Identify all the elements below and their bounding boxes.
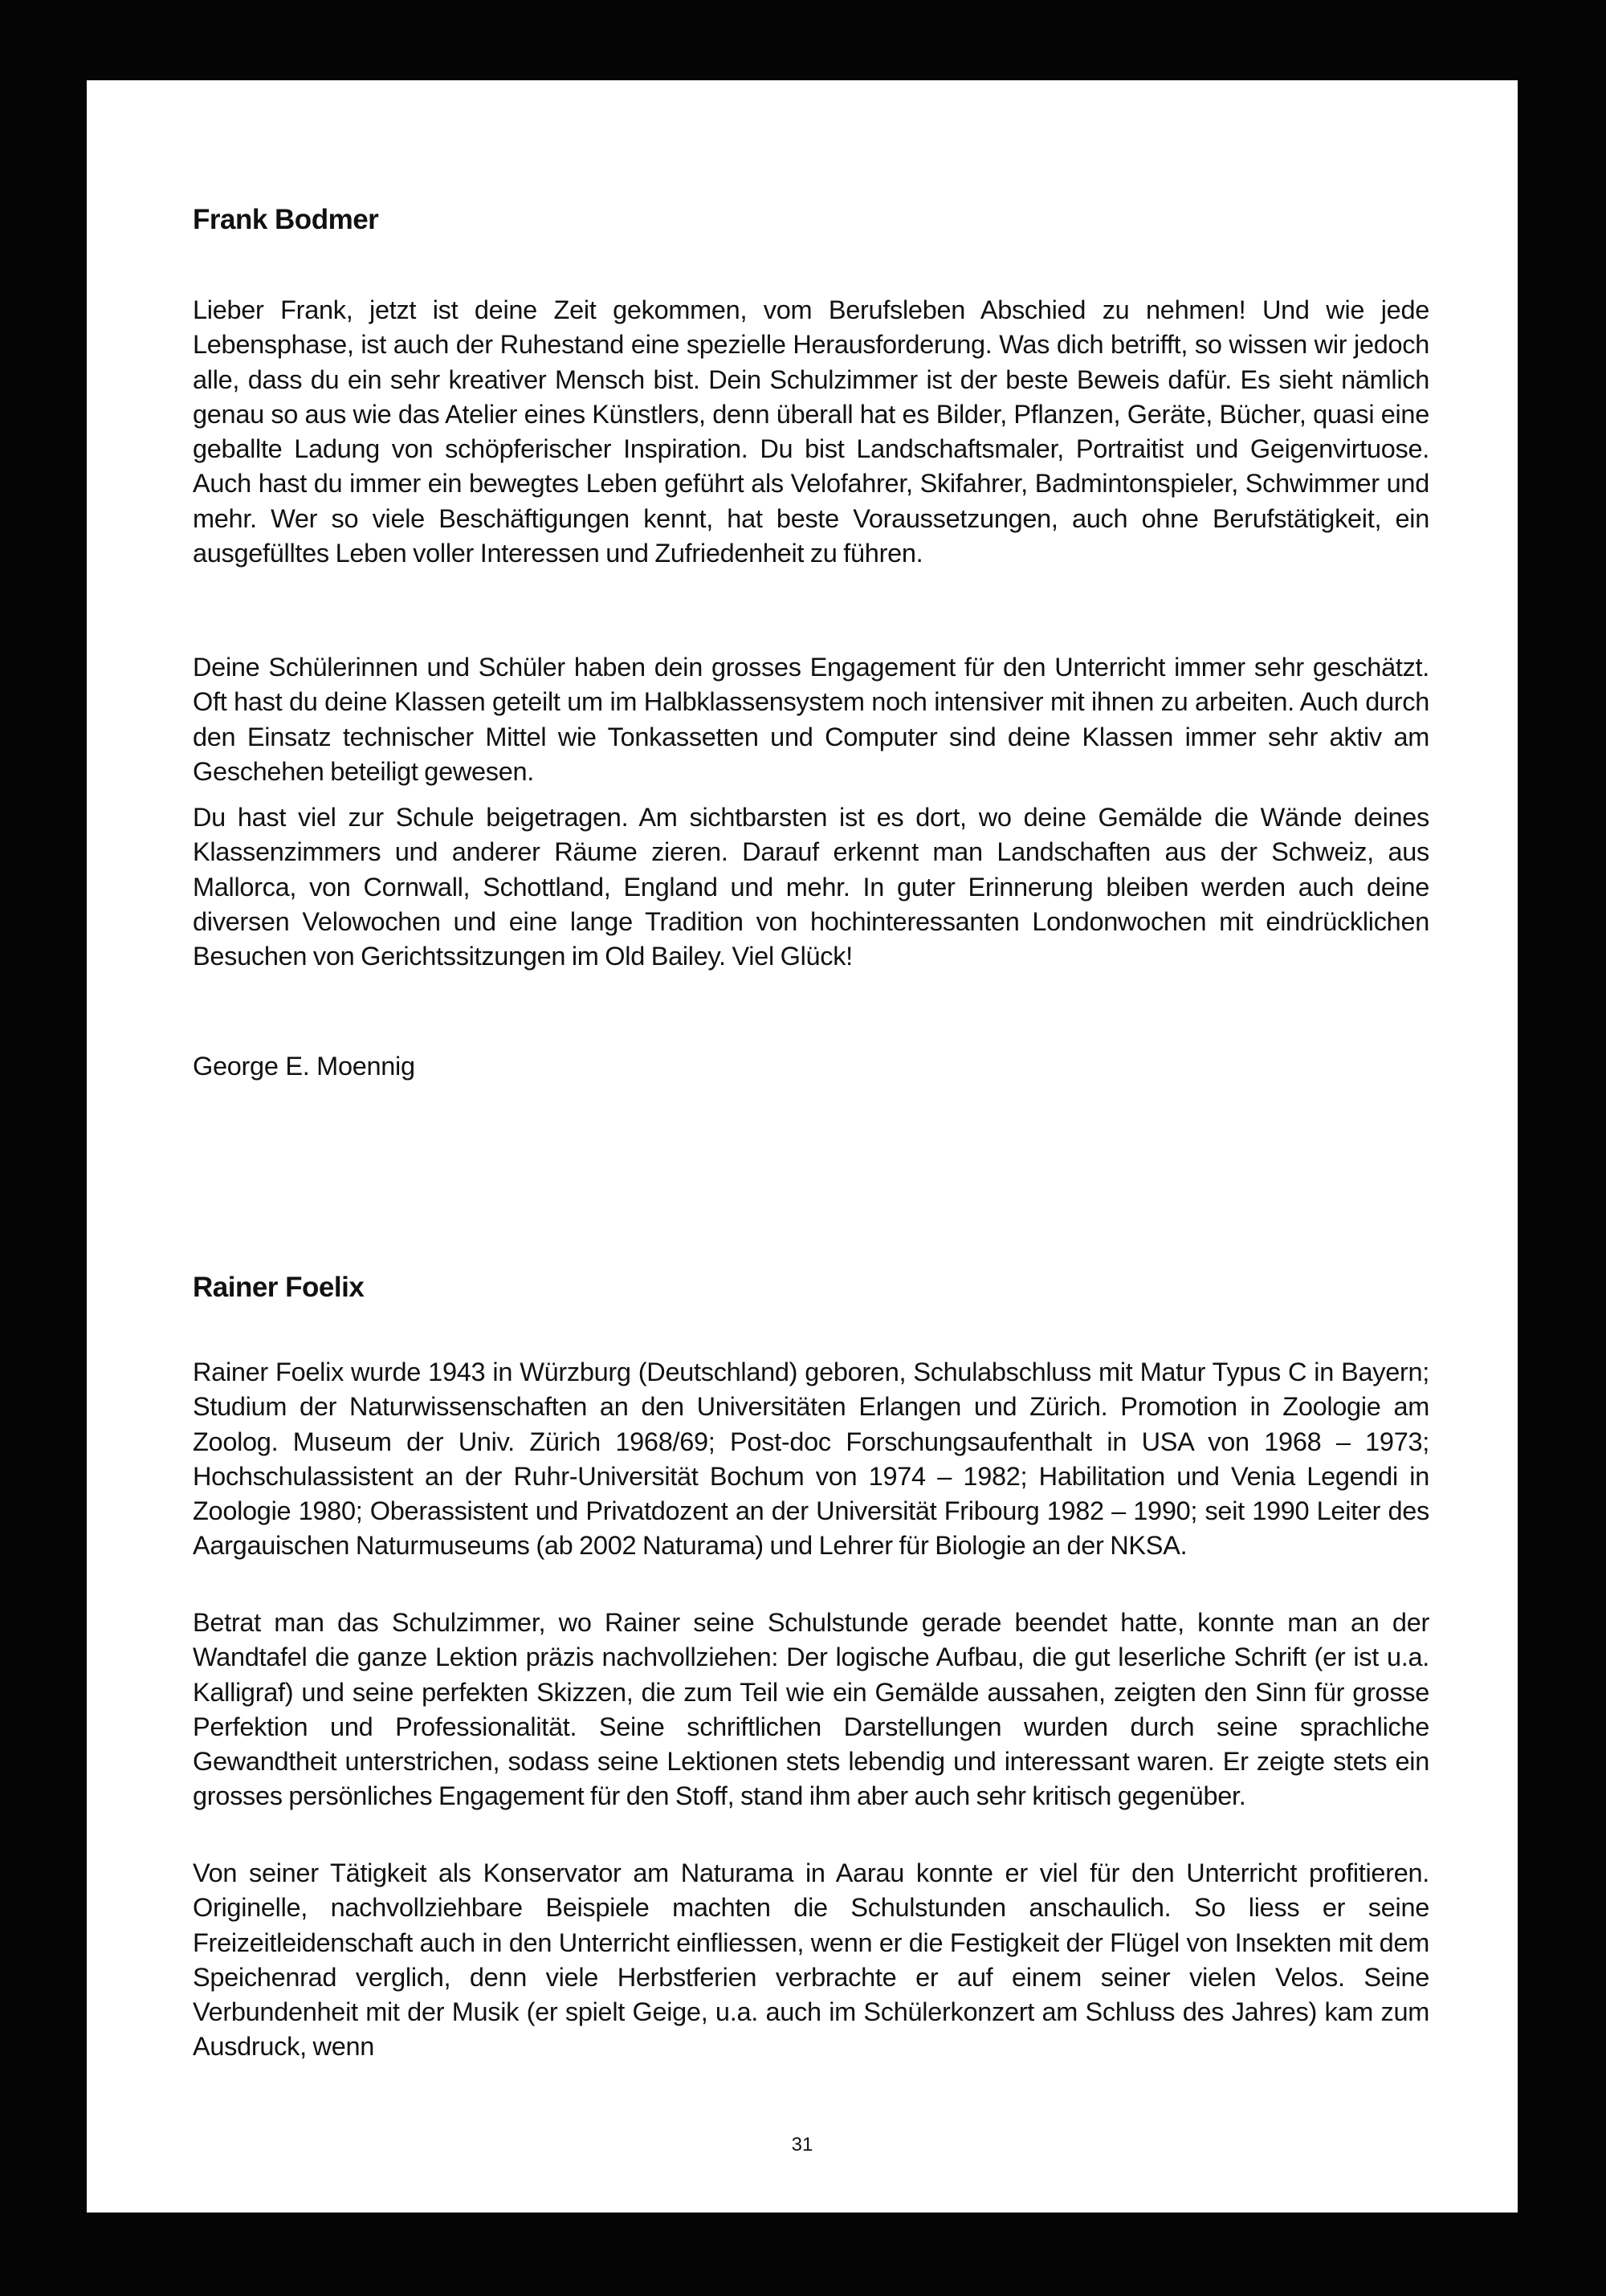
section-title-rainer-foelix: Rainer Foelix: [193, 1272, 365, 1303]
paragraph: Lieber Frank, jetzt ist deine Zeit gekommen, vom Berufsleben Abschied zu nehmen! Und wie jede Lebensphase, ist auch der Ruhestand eine spezielle Herausforderung. Was dich betrifft, so wissen wir jedoch alle, dass du ein sehr kreativer Mensch bist. Dein Schulzimmer ist der beste Beweis dafür. Es sieht nämlich genau so aus wie das Atelier eines Künstlers, denn überall hat es Bilder, Pflanzen, Geräte, Bücher, quasi eine geballte Ladung von schöpferischer Inspiration. Du bist Landschaftsmaler, Portraitist und Geigenvirtuose. Auch hast du immer ein bewegtes Leben geführt als Velofahrer, Skifahrer, Badmintonspieler, Schwimmer und mehr. Wer so viele Beschäftigungen kennt, hat beste Voraussetzungen, auch ohne Berufstätigkeit, ein ausgefülltes Leben voller Interessen und Zufriedenheit zu führen.: [193, 295, 1429, 568]
paragraph: Du hast viel zur Schule beigetragen. Am sichtbarsten ist es dort, wo deine Gemälde die Wände deines Klassenzimmers und anderer Räume zieren. Darauf erkennt man Landschaften aus der Schweiz, aus Mallorca, von Cornwall, Schottland, England und mehr. In guter Erinnerung bleiben werden auch deine diversen Velowochen und eine lange Tradition von hochinteressanten Londonwochen mit eindrücklichen Besuchen von Gerichtssitzungen im Old Bailey. Viel Glück!: [193, 803, 1429, 971]
paragraph: Rainer Foelix wurde 1943 in Würzburg (Deutschland) geboren, Schulabschluss mit Matur Typus C in Bayern; Studium der Naturwissenschaften an den Universitäten Erlangen und Zürich. Promotion in Zoologie am Zoolog. Museum der Univ. Zürich 1968/69; Post-doc Forschungsaufenthalt in USA von 1968 – 1973; Hochschulassistent an der Ruhr-Universität Bochum von 1974 – 1982; Habilitation und Venia Legendi in Zoologie 1980; Oberassistent und Privatdozent an der Universität Fribourg 1982 – 1990; seit 1990 Leiter des Aargauischen Naturmuseums (ab 2002 Naturama) und Lehrer für Biologie an der NKSA.: [193, 1358, 1429, 1561]
paragraph: Betrat man das Schulzimmer, wo Rainer seine Schulstunde gerade beendet hatte, konnte man an der Wandtafel die ganze Lektion präzis nachvollziehen: Der logische Aufbau, die gut leserliche Schrift (er ist u.a. Kalligraf) und seine perfekten Skizzen, die zum Teil wie ein Gemälde aussahen, zeigten den Sinn für grosse Perfektion und Professionalität. Seine schriftlichen Darstellungen wurden durch seine sprachliche Gewandtheit unterstrichen, sodass seine Lektionen stets lebendig und interessant waren. Er zeigte stets ein grosses persönliches Engagement für den Stoff, stand ihm aber auch sehr kritisch gegenüber.: [193, 1608, 1429, 1811]
paragraph: Deine Schülerinnen und Schüler haben dein grosses Engagement für den Unterricht immer sehr geschätzt. Oft hast du deine Klassen geteilt um im Halbklassensystem noch intensiver mit ihnen zu arbeiten. Auch durch den Einsatz technischer Mittel wie Tonkassetten und Computer sind deine Klassen immer sehr aktiv am Geschehen beteiligt gewesen.: [193, 653, 1429, 786]
paragraph: Von seiner Tätigkeit als Konservator am Naturama in Aarau konnte er viel für den Unterricht profitieren. Originelle, nachvollziehbare Beispiele machten die Schulstunden anschaulich. So liess er seine Freizeitleidenschaft auch in den Unterricht einfliessen, wenn er die Festigkeit der Flügel von Insekten mit dem Speichenrad verglich, denn viele Herbstferien verbrachte er auf einem seiner vielen Velos. Seine Verbundenheit mit der Musik (er spielt Geige, u.a. auch im Schülerkonzert am Schluss des Jahres) kam zum Ausdruck, wenn: [193, 1858, 1429, 2062]
page-number: 31: [791, 2134, 813, 2156]
section-title-frank-bodmer: Frank Bodmer: [193, 204, 379, 235]
document-page: [87, 80, 1518, 2213]
signature: George E. Moennig: [193, 1052, 415, 1081]
